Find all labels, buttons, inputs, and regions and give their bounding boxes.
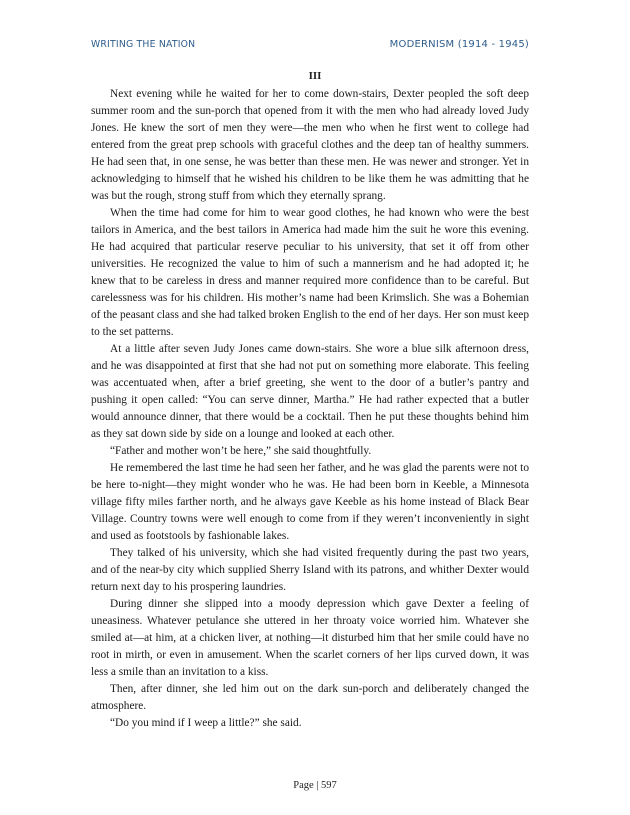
paragraph: Then, after dinner, she led him out on the dark sun-porch and deliberately changed the atmosphere.	[91, 683, 529, 712]
paragraph: “Father and mother won’t be here,” she said thoughtfully.	[110, 445, 372, 457]
page-number: Page | 597	[293, 780, 337, 791]
paragraph: At a little after seven Judy Jones came down-stairs. She wore a blue silk afternoon dress, and he was disappointed at first that she had not put on something more elaborate. This feeling was accentuated when, after a brief greeting, she went to the door of a butler’s pantry and pushing it open called: “You can serve dinner, Martha.” He had rather expected that a butler would announce dinner, that there would be a cocktail. Then he put these thoughts behind him as they sat down side by side on a lounge and looked at each other.	[91, 343, 529, 440]
running-header-left: WRITING THE NATION	[91, 39, 196, 50]
paragraph: When the time had come for him to wear good clothes, he had known who were the best tailors in America, and the best tailors in America had made him the suit he wore this evening. He had acquired that particular reserve peculiar to his university, that set it off from other universities. He recognized the value to him of such a mannerism and he had adopted it; he knew that to be careless in dress and manner required more confidence than to be careful. But carelessness was for his children. His mother’s name had been Krimslich. She was a Bohemian of the peasant class and she had talked broken English to the end of her days. Her son must keep to the set patterns.	[91, 207, 529, 338]
running-header-right: MODERNISM (1914 - 1945)	[389, 39, 529, 50]
body-text	[91, 86, 529, 732]
section-number: III	[308, 70, 322, 82]
paragraph: “Do you mind if I weep a little?” she said.	[110, 717, 302, 729]
paragraph: Next evening while he waited for her to come down-stairs, Dexter peopled the soft deep summer room and the sun-porch that opened from it with the men who had already loved Judy Jones. He knew the sort of men they were—the men who when he first went to college had entered from the great prep schools with graceful clothes and the deep tan of healthy summers. He had seen that, in one sense, he was better than these men. He was newer and stronger. Yet in acknowledging to himself that he wished his children to be like them he was admitting that he was but the rough, strong stuff from which they eternally sprang.	[91, 88, 529, 202]
paragraph: During dinner she slipped into a moody depression which gave Dexter a feeling of uneasiness. Whatever petulance she uttered in her throaty voice worried him. Whatever she smiled at—at him, at a chicken liver, at nothing—it disturbed him that her smile could have no root in mirth, or even in amusement. When the scarlet corners of her lips curved down, it was less a smile than an invitation to a kiss.	[91, 598, 529, 678]
paragraph: He remembered the last time he had seen her father, and he was glad the parents were not to be here to-night—they might wonder who he was. He had been born in Keeble, a Minnesota village fifty miles farther north, and he always gave Keeble as his home instead of Black Bear Village. Country towns were well enough to come from if they weren’t inconveniently in sight and used as footstools by fashionable lakes.	[91, 462, 529, 542]
paragraph: They talked of his university, which she had visited frequently during the past two years, and of the near-by city which supplied Sherry Island with its patrons, and whither Dexter would return next day to his prospering laundries.	[91, 547, 529, 593]
